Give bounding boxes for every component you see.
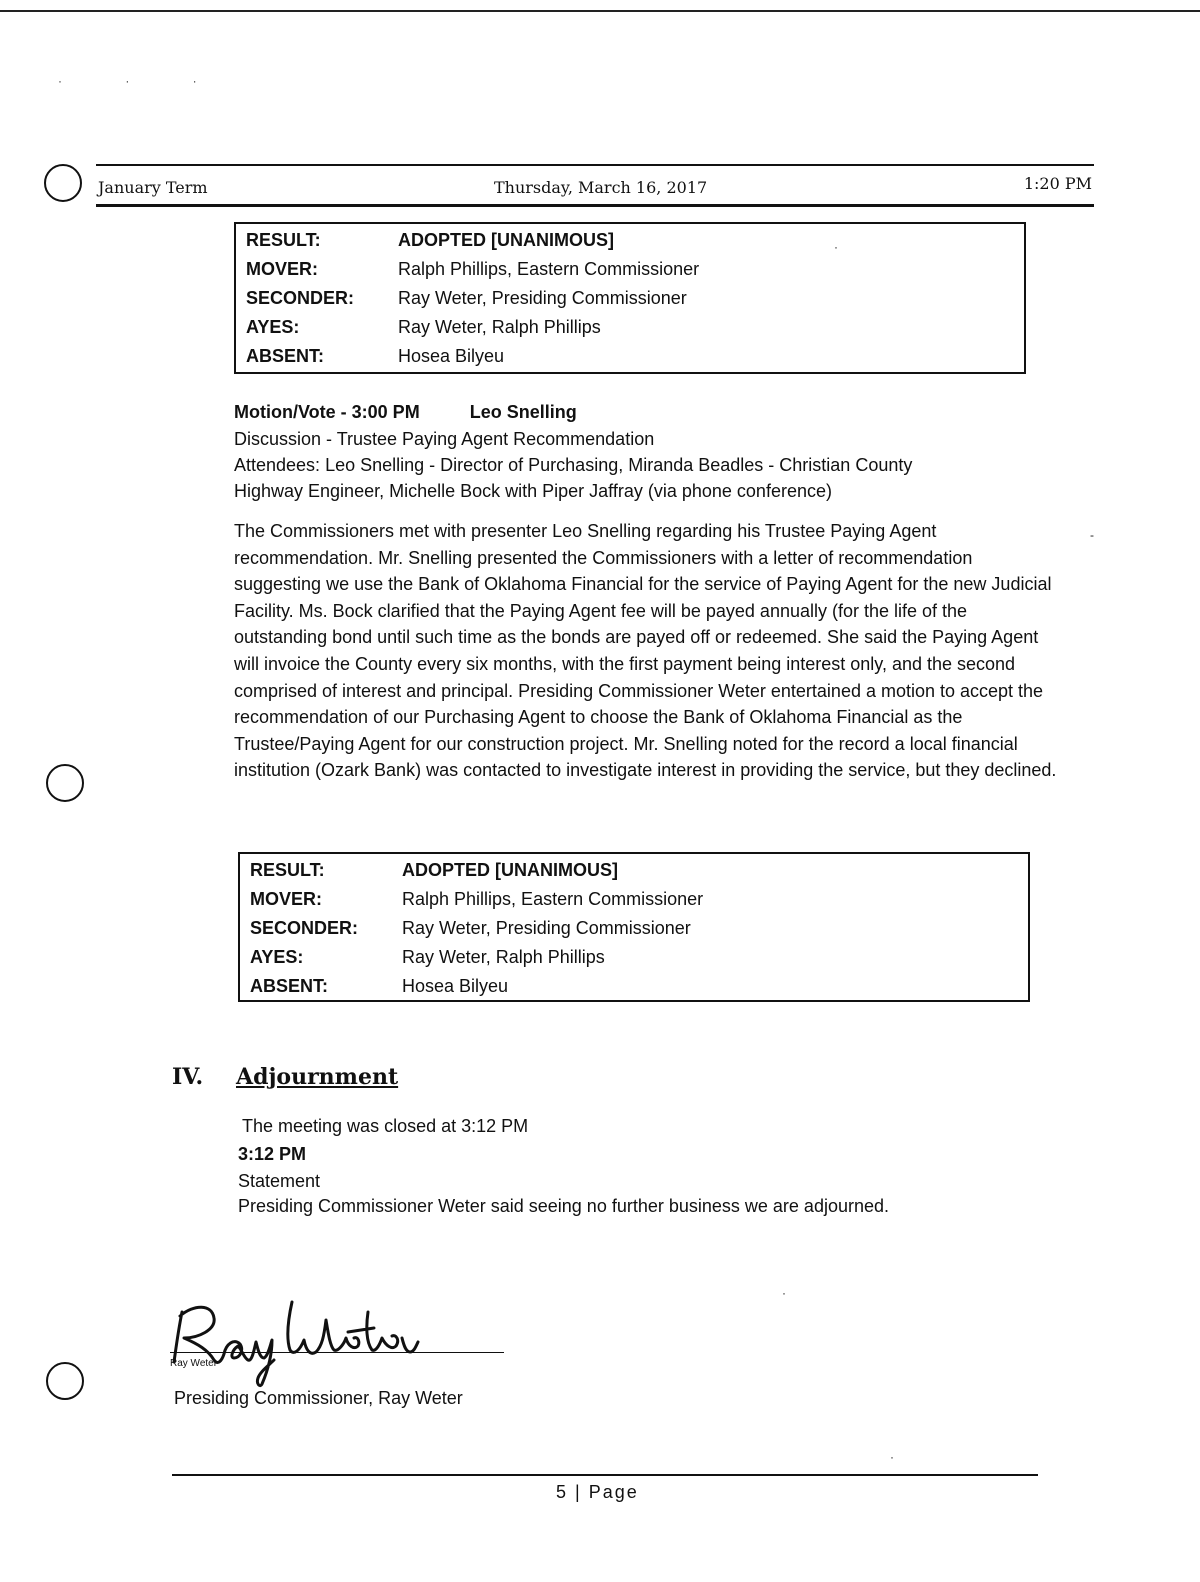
- motion-presenter: Leo Snelling: [469, 402, 577, 422]
- adjournment-type: Statement: [238, 1171, 321, 1191]
- signature-caption: Presiding Commissioner, Ray Weter: [174, 1388, 463, 1408]
- page-number: 5 | Page: [556, 1482, 639, 1502]
- binder-hole-icon: [46, 764, 84, 802]
- signature-small-label: Ray Weter: [170, 1358, 218, 1369]
- handwritten-signature-icon: [160, 1280, 460, 1390]
- section-title: Adjournment: [236, 1064, 399, 1090]
- scan-speck: ·: [890, 1450, 894, 1464]
- section-number: IV.: [172, 1064, 204, 1090]
- motion-time: 3:00 PM: [351, 402, 420, 422]
- header-rule-top: [96, 164, 1094, 166]
- header-term: January Term: [98, 178, 208, 197]
- header-date: Thursday, March 16, 2017: [494, 178, 708, 197]
- scan-edge-rule: [0, 10, 1200, 12]
- vote-result-box-1: RESULT: ADOPTED [UNANIMOUS] MOVER: Ralph Phillips, Eastern Commissioner SECONDER: Ray Weter, Presiding Commissioner AYES: Ray Weter, Ralph Phillips ABSENT: Hosea Bilyeu: [234, 222, 1026, 374]
- binder-hole-icon: [46, 1362, 84, 1400]
- adjournment-closed: The meeting was closed at 3:12 PM: [242, 1116, 529, 1136]
- scan-speck: ·: [834, 240, 838, 254]
- adjournment-statement: Presiding Commissioner Weter said seeing no further business we are adjourned.: [238, 1196, 889, 1216]
- signature-block: [160, 1280, 520, 1390]
- page-header: [96, 170, 1094, 208]
- motion-body-paragraph: The Commissioners met with presenter Leo Snelling regarding his Trustee Paying Agent recommendation. Mr. Snelling presented the Commissioners with a letter of recommendation suggesting we use the Bank of Oklahoma Financial for the service of Paying Agent for the new Judicial Facility. Ms. Bock clarified that the Paying Agent fee will be payed annually (for the life of the outstanding bond until such time as the bonds are payed off or redeemed. She said the Paying Agent will invoice the County every six months, with the first payment being interest only, and the second comprised of interest and principal. Presiding Commissioner Weter entertained a motion to accept the recommendation of our Purchasing Agent to choose the Bank of Oklahoma Financial as the Trustee/Paying Agent for our construction project. Mr. Snelling noted for the record a local financial institution (Ozark Bank) was contacted to investigate interest in providing the service, but they declined.: [234, 521, 1057, 781]
- footer-rule: [172, 1474, 1038, 1476]
- header-time: 1:20 PM: [1023, 174, 1092, 193]
- motion-discussion: Discussion - Trustee Paying Agent Recommendation: [234, 429, 655, 449]
- scan-specks: · · ·: [58, 74, 227, 88]
- motion-attendees-line2: Highway Engineer, Michelle Bock with Piper Jaffray (via phone conference): [234, 481, 832, 501]
- header-rule-bottom: [96, 204, 1094, 207]
- signature-line: [170, 1352, 504, 1353]
- scan-speck: ·: [782, 1286, 786, 1300]
- binder-hole-icon: [44, 164, 82, 202]
- motion-prefix: Motion/Vote -: [234, 402, 347, 422]
- vote-result-box-2: RESULT: ADOPTED [UNANIMOUS] MOVER: Ralph Phillips, Eastern Commissioner SECONDER: Ray Weter, Presiding Commissioner AYES: Ray Weter, Ralph Phillips ABSENT: Hosea Bilyeu: [238, 852, 1030, 1002]
- scan-speck: -: [1090, 528, 1094, 542]
- adjournment-time: 3:12 PM: [238, 1144, 307, 1164]
- motion-attendees-line1: Attendees: Leo Snelling - Director of Purchasing, Miranda Beadles - Christian County: [234, 455, 913, 475]
